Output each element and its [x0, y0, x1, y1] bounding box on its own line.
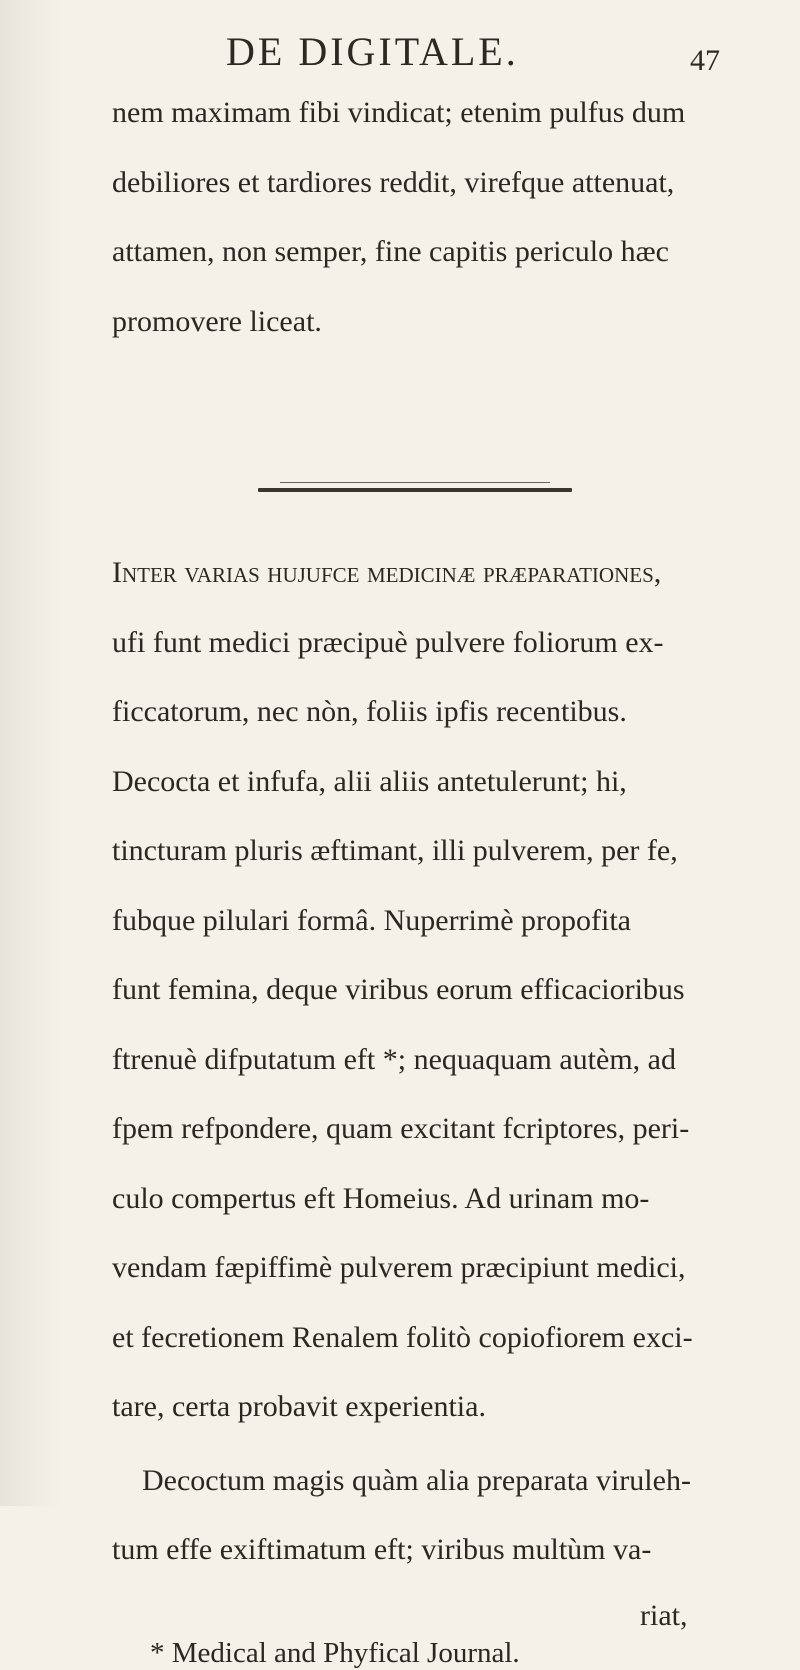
text-line: fubque pilulari formâ. Nuperrimè propofita — [112, 903, 631, 937]
section-divider — [258, 488, 572, 492]
text-line: tare, certa probavit experientia. — [112, 1390, 486, 1423]
text-line: attamen, non semper, fine capitis periculo hæc — [112, 235, 669, 268]
page-number: 47 — [690, 44, 720, 77]
text-line: funt femina, deque viribus eorum efficacioribus — [112, 973, 685, 1006]
text-line: Decocta et infufa, alii aliis antetulerunt; hi, — [112, 764, 627, 798]
section-rule-thin — [280, 482, 550, 483]
text-line: et fecretionem Renalem folitò copiofiorem exci- — [112, 1320, 693, 1354]
text-line: promovere liceat. — [112, 304, 322, 338]
running-head: DE DIGITALE. — [226, 29, 519, 74]
text-line: fpem refpondere, quam excitant fcriptores, peri- — [112, 1112, 690, 1145]
text-line: Decoctum magis quàm alia preparata viruleh- — [142, 1463, 691, 1497]
text-line: culo compertus eft Homeius. Ad urinam mo- — [112, 1181, 650, 1215]
text-line: ficcatorum, nec nòn, foliis ipfis recentibus. — [112, 695, 627, 728]
text-line: debiliores et tardiores reddit, virefque attenuat, — [112, 165, 675, 199]
text-line: tincturam pluris æftimant, illi pulverem, per fe, — [112, 834, 678, 867]
text-line: ufi funt medici præcipuè pulvere foliorum ex- — [112, 625, 664, 659]
catchword: riat, — [640, 1598, 688, 1632]
text-line: ftrenuè difputatum eft *; nequaquam autèm, ad — [112, 1042, 676, 1076]
text-line: tum effe exiftimatum eft; viribus multùm va- — [112, 1533, 652, 1566]
footnote: * Medical and Phyfical Journal. — [150, 1636, 520, 1669]
text-line: vendam fæpiffimè pulverem præcipiunt medici, — [112, 1251, 686, 1284]
text-line: nem maximam fibi vindicat; etenim pulfus dum — [112, 96, 686, 129]
text-line: Inter varias hujufce medicinæ præparationes, — [112, 556, 662, 589]
